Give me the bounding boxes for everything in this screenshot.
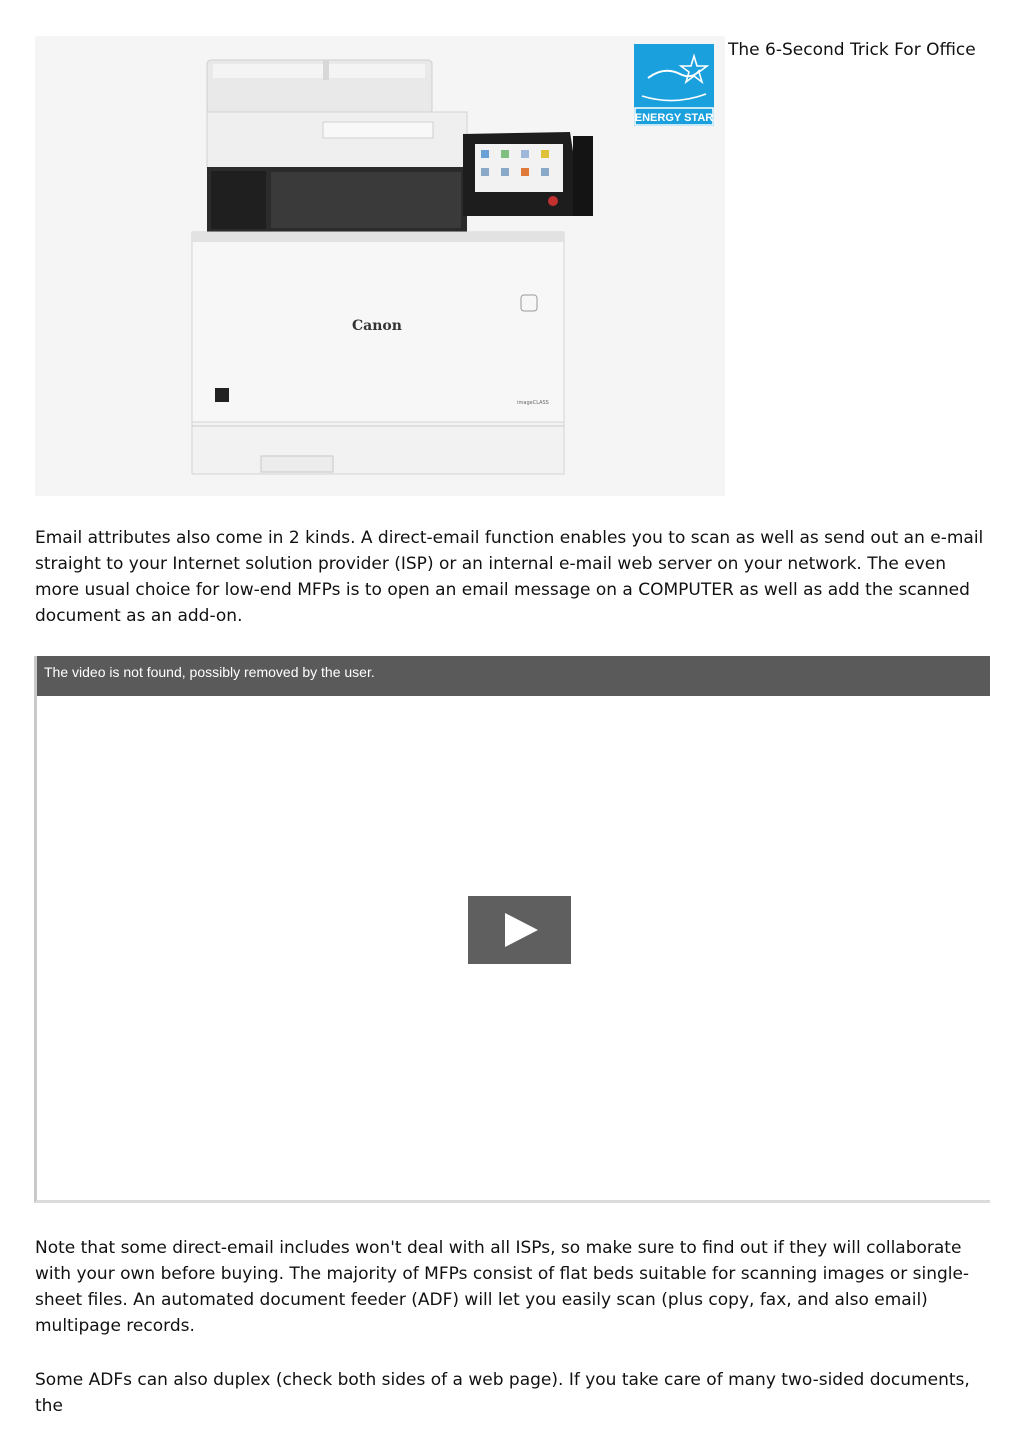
- svg-text:Canon: Canon: [352, 318, 402, 334]
- energy-star-text: ENERGY STAR: [634, 112, 714, 124]
- product-image: [35, 36, 725, 496]
- video-error-message: The video is not found, possibly removed by the user.: [44, 664, 375, 680]
- energy-star-logo: [634, 44, 714, 126]
- svg-text:imageCLASS: imageCLASS: [517, 400, 549, 406]
- paragraph-adf-duplex: Some ADFs can also duplex (check both sides of a web page). If you take care of many two-sided documents, the: [35, 1370, 970, 1416]
- paragraph-email-attributes: Email attributes also come in 2 kinds. A direct-email function enables you to scan as well as send out an e-mail straight to your Internet solution provider (ISP) or an internal e-mail web server on your network. The even more usual choice for low-end MFPs is to open an email message on a COMPUTER as well as add the scanned document as an add-on.: [35, 528, 984, 626]
- paragraph-direct-email: Note that some direct-email includes won't deal with all ISPs, so make sure to find out if they will collaborate with your own before buying. The majority of MFPs consist of flat beds suitable for scanning images or single-sheet files. An automated document feeder (ADF) will let you easily scan (plus copy, fax, and also email) multipage records.: [35, 1238, 970, 1336]
- play-icon: [505, 913, 538, 947]
- page-title: The 6-Second Trick For Office: [728, 40, 976, 60]
